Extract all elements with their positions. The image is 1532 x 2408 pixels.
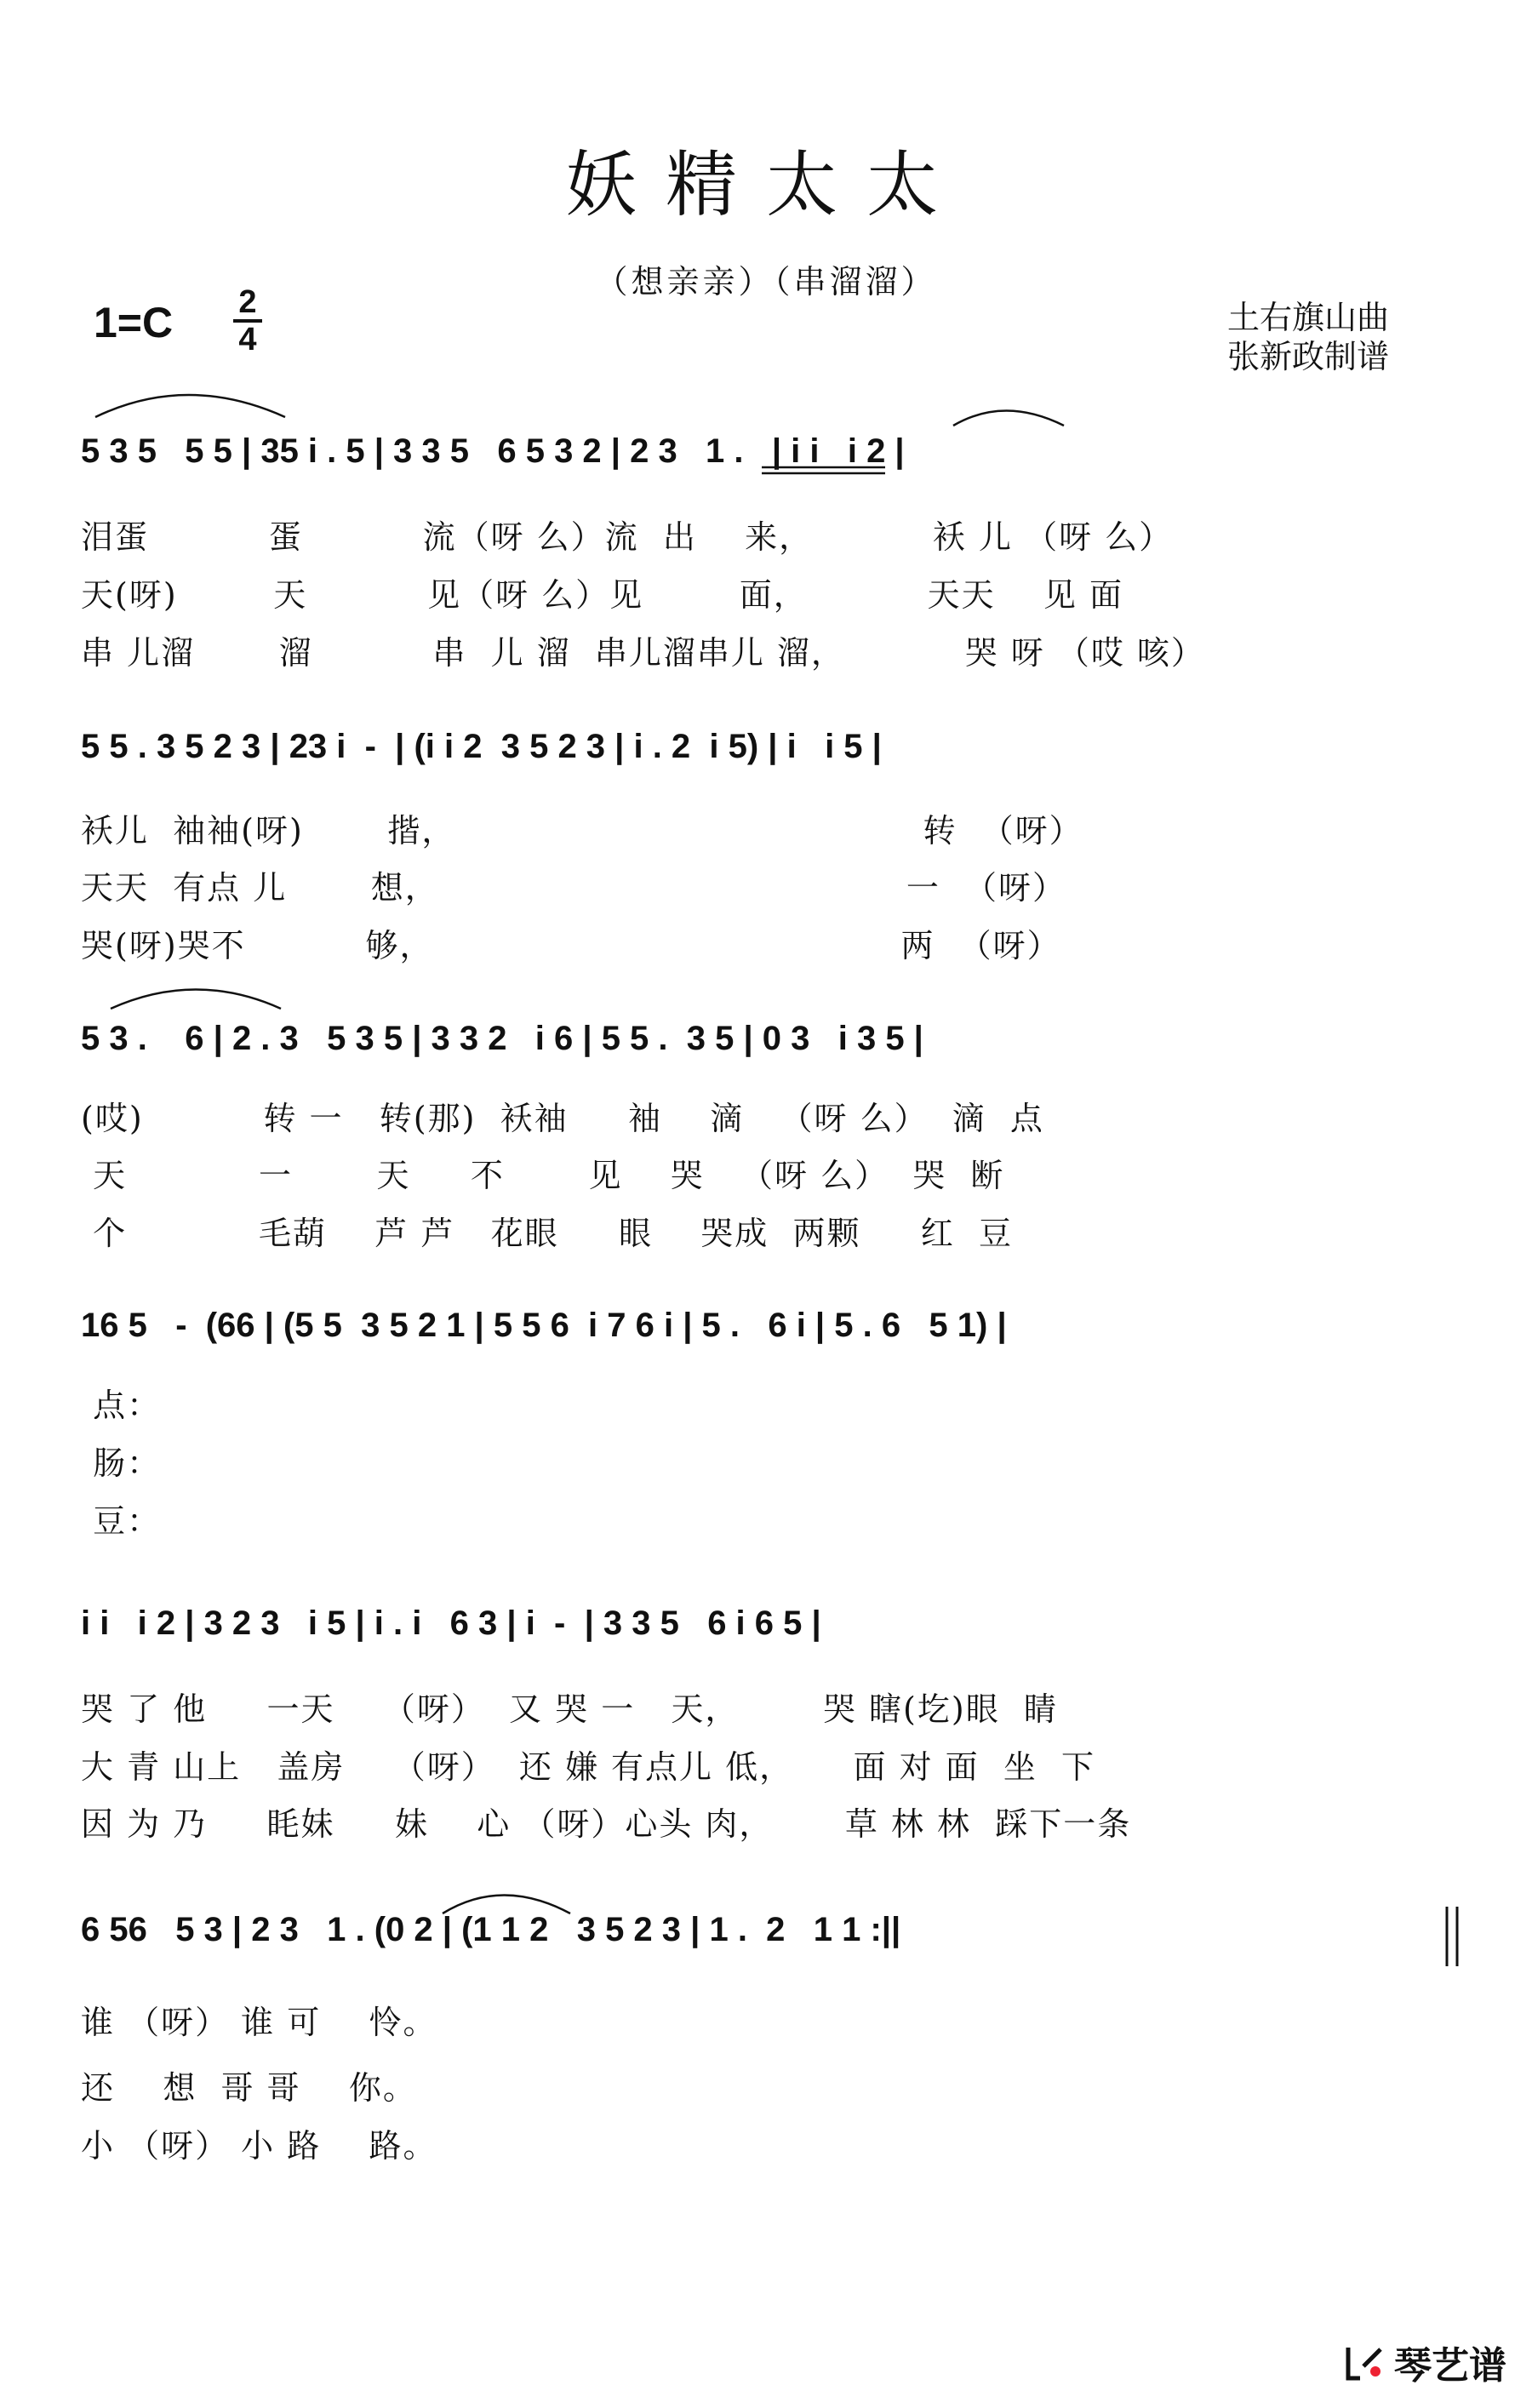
slur-3	[111, 990, 281, 1010]
slur-4	[443, 1896, 570, 1914]
credit-arranger: 张新政制谱	[1227, 338, 1390, 375]
notation-line: 6 56 5 3 | 2 3 1 . (0 2 | (1 1 2 3 5 2 3 | 1 . 2 1 1 :||	[81, 1911, 901, 1948]
watermark-logo	[1343, 2335, 1506, 2389]
lyric-verse-2: 还 想 哥 哥 你。	[81, 2069, 417, 2107]
notation-line: 16 5 - (66 | (5 5 3 5 2 1 | 5 5 6 i 7 6 i | 5 . 6 i | 5 . 6 5 1) |	[81, 1307, 1007, 1344]
key-signature: 1=C	[94, 299, 174, 346]
notation-line: i i i 2 | 3 2 3 i 5 | i . i 6 3 | i - | 3 3 5 6 i 6 5 |	[81, 1604, 821, 1642]
lyric-verse-2: 天 一 天 不 见 哭 （呀 么） 哭 断	[81, 1157, 1005, 1194]
lyric-verse-3: 串 儿溜 溜 串 儿 溜 串儿溜串儿 溜， 哭 呀 （哎 咳）	[81, 634, 1205, 672]
notation-line: 5 3 . 6 | 2 . 3 5 3 5 | 3 3 2 i 6 | 5 5 . 3 5 | 0 3 i 3 5 |	[81, 1020, 923, 1057]
notation-line: 5 3 5 5 5 | 35 i . 5 | 3 3 5 6 5 3 2 | 2 3 1 . | i i i 2 |	[81, 432, 905, 470]
lyric-verse-1: 点：	[81, 1387, 162, 1424]
notation-line: 5 5 . 3 5 2 3 | 23 i - | (i i 2 3 5 2 3 | i . 2 i 5) | i i 5 |	[81, 728, 882, 765]
lyric-verse-1: 泪蛋 蛋 流（呀 么）流 出 来， 袄 儿 （呀 么）	[81, 518, 1174, 556]
lyric-verse-2: 天天 有点 儿 想， 一 （呀）	[81, 869, 1067, 907]
lyric-verse-2: 肠：	[81, 1444, 162, 1482]
lyric-verse-3: 哭(呀)哭不 够， 两 （呀）	[81, 927, 1061, 964]
lyric-verse-1: 谁 （呀） 谁 可 怜。	[81, 2004, 437, 2041]
lyric-verse-2: 大 青 山上 盖房 （呀） 还 嫌 有点儿 低， 面 对 面 坐 下	[81, 1748, 1095, 1786]
final-barline	[1447, 1907, 1457, 1966]
lyric-verse-1: 哭 了 他 一天 （呀） 又 哭 一 天， 哭 瞎(圪)眼 睛	[81, 1690, 1058, 1728]
song-title: 妖精太太	[564, 143, 967, 226]
slur-1	[95, 395, 285, 417]
credit-origin: 土右旗山曲	[1227, 299, 1390, 336]
slur-2	[953, 411, 1064, 426]
double-underline-1	[762, 467, 885, 473]
lyric-verse-2: 天(呀) 天 见（呀 么）见 面， 天天 见 面	[81, 576, 1123, 614]
lyric-verse-1: (哎) 转 一 转(那) 袄袖 袖 滴 （呀 么） 滴 点	[81, 1100, 1044, 1137]
song-subtitle: （想亲亲）（串溜溜）	[595, 263, 937, 300]
lyric-verse-3: 个 毛葫 芦 芦 花眼 眼 哭成 两颗 红 豆	[81, 1215, 1014, 1252]
watermark-text: 琴艺谱	[1394, 2344, 1506, 2388]
lyric-verse-3: 小 （呀） 小 路 路。	[81, 2127, 437, 2165]
music-note-icon	[1343, 2341, 1386, 2383]
lyric-verse-3: 豆：	[81, 1502, 162, 1540]
lyric-verse-1: 袄儿 袖袖(呀) 揩， 转 （呀）	[81, 812, 1083, 849]
time-bottom: 4	[238, 322, 257, 357]
time-top: 2	[238, 284, 257, 320]
lyric-verse-3: 因 为 乃 眊妹 妹 心 （呀）心头 肉， 草 林 林 踩下一条	[81, 1805, 1132, 1843]
